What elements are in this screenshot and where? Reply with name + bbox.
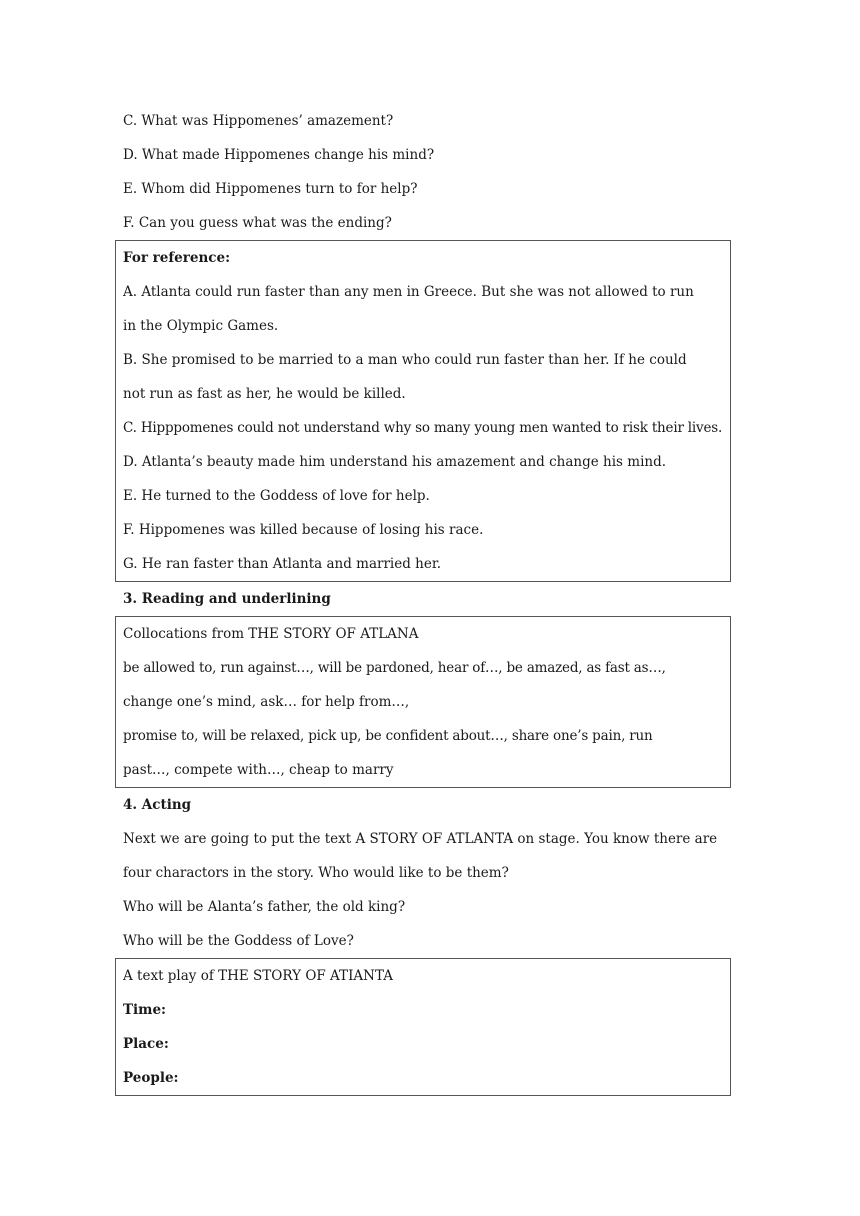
collocations-line: be allowed to, run against…, will be pardoned, hear of…, be amazed, as fast as…, xyxy=(123,660,666,676)
acting-paragraph-line: four charactors in the story. Who would like to be them? xyxy=(123,865,509,881)
reference-line: G. He ran faster than Atlanta and married her. xyxy=(123,556,442,572)
reference-line: D. Atlanta’s beauty made him understand his amazement and change his mind. xyxy=(123,454,667,470)
reference-line: E. He turned to the Goddess of love for help. xyxy=(123,488,430,504)
reference-box xyxy=(115,240,731,582)
acting-paragraph-line: Next we are going to put the text A STORY OF ATLANTA on stage. You know there are xyxy=(123,831,718,847)
collocations-title: Collocations from THE STORY OF ATLANA xyxy=(123,626,419,642)
section-heading-reading: 3. Reading and underlining xyxy=(123,591,331,607)
question-c: C. What was Hippomenes’ amazement? xyxy=(123,113,394,129)
reference-line: B. She promised to be married to a man who could run faster than her. If he could xyxy=(123,352,687,368)
reference-line: A. Atlanta could run faster than any men in Greece. But she was not allowed to run xyxy=(123,284,694,300)
reference-line: in the Olympic Games. xyxy=(123,318,279,334)
text-play-place-label: Place: xyxy=(123,1036,169,1052)
text-play-title: A text play of THE STORY OF ATIANTA xyxy=(123,968,393,984)
reference-line: C. Hipppomenes could not understand why so many young men wanted to risk their lives. xyxy=(123,420,723,436)
text-play-time-label: Time: xyxy=(123,1002,167,1018)
question-d: D. What made Hippomenes change his mind? xyxy=(123,147,435,163)
document-page xyxy=(115,104,755,1096)
text-play-people-label: People: xyxy=(123,1070,179,1086)
reference-line: F. Hippomenes was killed because of losing his race. xyxy=(123,522,484,538)
question-f: F. Can you guess what was the ending? xyxy=(123,215,392,231)
reference-title: For reference: xyxy=(123,250,231,266)
text-play-box xyxy=(115,958,731,1096)
question-e: E. Whom did Hippomenes turn to for help? xyxy=(123,181,418,197)
acting-paragraph-line: Who will be Alanta’s father, the old king? xyxy=(123,899,406,915)
reference-line: not run as fast as her, he would be killed. xyxy=(123,386,406,402)
collocations-line: promise to, will be relaxed, pick up, be confident about…, share one’s pain, run xyxy=(123,728,653,744)
section-heading-acting: 4. Acting xyxy=(123,797,192,813)
acting-paragraph-line: Who will be the Goddess of Love? xyxy=(123,933,354,949)
collocations-line: past…, compete with…, cheap to marry xyxy=(123,762,394,778)
collocations-line: change one’s mind, ask… for help from…, xyxy=(123,694,410,710)
collocations-box xyxy=(115,616,731,788)
question-list xyxy=(115,104,755,240)
